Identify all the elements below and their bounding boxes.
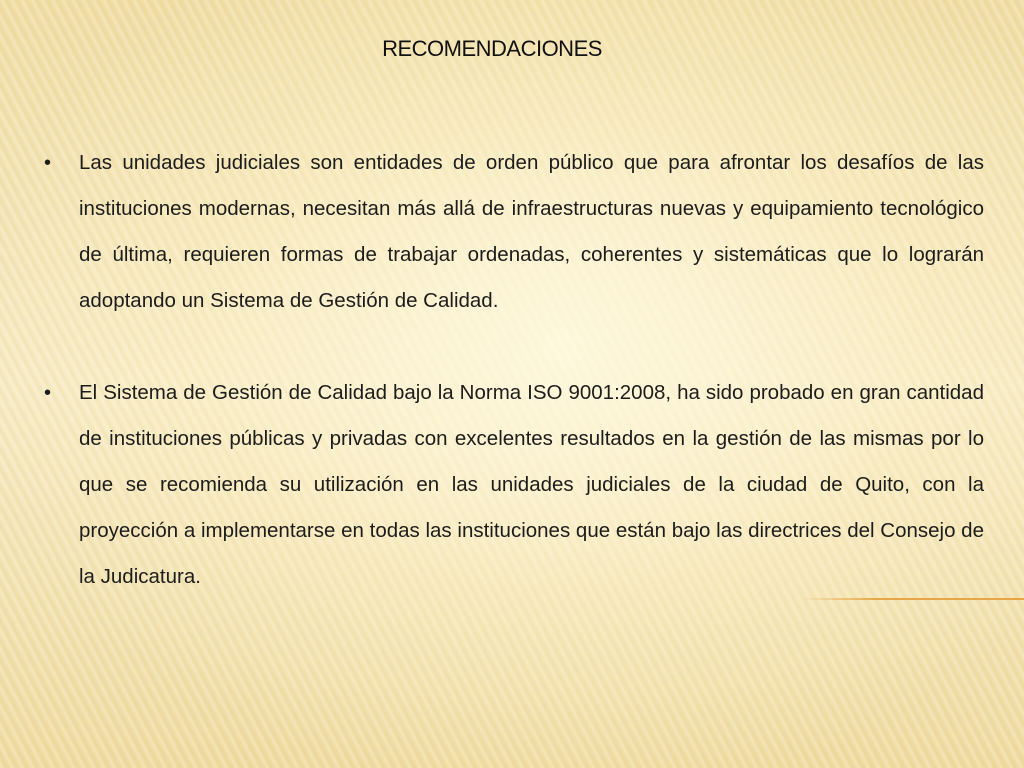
- bullet-text: El Sistema de Gestión de Calidad bajo la Norma ISO 9001:2008, ha sido probado en gran cantidad de instituciones públicas y privadas con excelentes resultados en la gestión de las mismas por lo que se recomienda su utilización en las unidades judiciales de la ciudad de Quito, con la proyección a implementarse en todas las instituciones que están bajo las directrices del Consejo de la Judicatura.: [79, 381, 984, 588]
- bullet-item: [44, 370, 984, 600]
- slide-title: RECOMENDACIONES: [382, 36, 602, 61]
- bullet-dot-icon: •: [44, 382, 52, 404]
- bullet-list: [44, 140, 984, 600]
- bullet-dot-icon: •: [44, 152, 52, 174]
- bullet-item: [44, 140, 984, 324]
- bullet-text: Las unidades judiciales son entidades de orden público que para afrontar los desafíos de las instituciones modernas, necesitan más allá de infraestructuras nuevas y equipamiento tecnológico de última, requieren formas de trabajar ordenadas, coherentes y sistemáticas que lo lograrán adoptando un Sistema de Gestión de Calidad.: [79, 151, 984, 312]
